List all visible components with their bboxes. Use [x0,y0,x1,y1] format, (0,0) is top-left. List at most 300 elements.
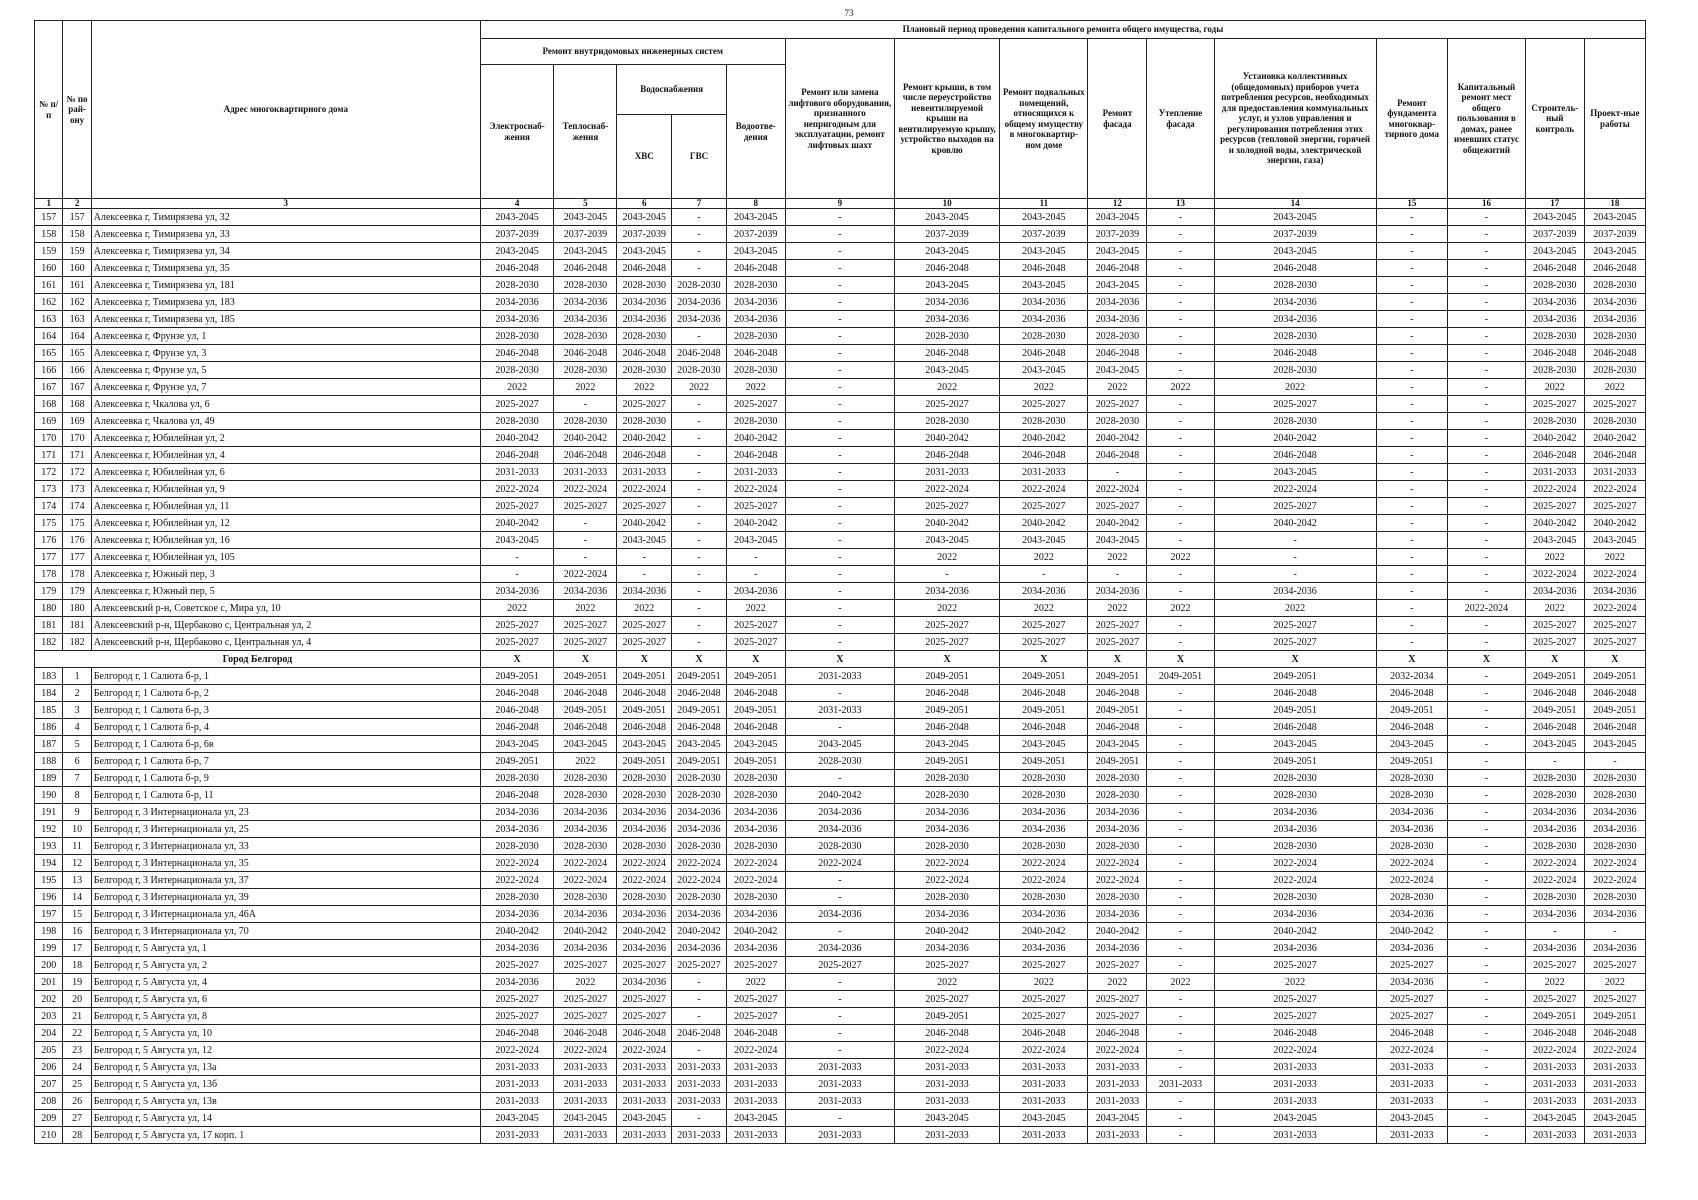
table-cell: 2028-2030 [1214,787,1376,804]
table-cell: - [1147,940,1214,957]
table-cell: - [1448,583,1526,600]
table-cell: 2031-2033 [617,1059,672,1076]
table-cell: 2025-2027 [1525,991,1584,1008]
table-cell: - [1448,1093,1526,1110]
table-cell: 2025-2027 [617,1008,672,1025]
table-cell: - [785,277,894,294]
table-cell: 2025-2027 [895,634,1000,651]
table-cell: 170 [63,430,91,447]
table-cell: 2049-2051 [480,753,554,770]
table-cell: 179 [63,583,91,600]
table-cell: 2040-2042 [1088,515,1147,532]
table-cell: 2025-2027 [1214,498,1376,515]
table-cell: 2040-2042 [1000,515,1088,532]
table-cell: 2028-2030 [480,838,554,855]
table-cell: 2028-2030 [1214,413,1376,430]
table-cell: - [785,923,894,940]
table-cell: 2028-2030 [554,413,617,430]
table-cell: - [785,311,894,328]
table-cell: 2028-2030 [617,787,672,804]
table-row [35,957,1646,974]
table-cell: 2025-2027 [480,617,554,634]
table-row [35,1008,1646,1025]
table-cell: - [1448,991,1526,1008]
table-cell: - [1147,702,1214,719]
table-cell: - [1448,770,1526,787]
table-cell: 2034-2036 [895,906,1000,923]
table-cell: 2025-2027 [726,396,785,413]
table-cell: 2043-2045 [1376,1110,1448,1127]
table-cell: - [785,600,894,617]
table-cell: 2028-2030 [554,889,617,906]
table-cell: 2028-2030 [554,277,617,294]
table-cell: 2022 [1088,974,1147,991]
table-row [35,889,1646,906]
table-cell: 2031-2033 [1376,1076,1448,1093]
table-cell: - [672,481,727,498]
section-cell: X [1214,651,1376,668]
table-cell: 2031-2033 [726,1127,785,1144]
table-row [35,430,1646,447]
table-cell: 182 [63,634,91,651]
table-cell: - [1448,736,1526,753]
address-cell: Белгород г, 3 Интернационала ул, 23 [91,804,480,821]
table-cell: 2046-2048 [672,1025,727,1042]
table-cell: 188 [35,753,63,770]
table-cell: - [1448,872,1526,889]
table-cell: 6 [63,753,91,770]
address-cell: Алексеевка г, Юбилейная ул, 4 [91,447,480,464]
table-cell: 2040-2042 [617,515,672,532]
table-cell: 2028-2030 [726,889,785,906]
table-cell: 2031-2033 [1088,1127,1147,1144]
table-cell: 2043-2045 [480,736,554,753]
table-cell: 2043-2045 [726,209,785,226]
table-cell: 2025-2027 [480,1008,554,1025]
table-cell: - [1448,243,1526,260]
table-cell: 2022 [554,379,617,396]
table-cell: 2022-2024 [480,855,554,872]
table-cell: - [1448,1110,1526,1127]
table-cell: 163 [63,311,91,328]
address-cell: Белгород г, 5 Августа ул, 17 корп. 1 [91,1127,480,1144]
table-cell: 2040-2042 [480,923,554,940]
table-cell: 2028-2030 [1584,328,1645,345]
table-cell: 2049-2051 [672,668,727,685]
table-cell: 2025-2027 [1214,957,1376,974]
table-cell: - [1147,753,1214,770]
table-row [35,277,1646,294]
header-cold-water: ХВС [617,115,672,199]
table-cell: - [1147,362,1214,379]
table-cell: 2034-2036 [785,906,894,923]
table-cell: 2031-2033 [1376,1127,1448,1144]
table-row [35,1042,1646,1059]
table-cell: 2034-2036 [554,583,617,600]
table-cell: 2022 [554,753,617,770]
table-cell: 2040-2042 [480,515,554,532]
table-row [35,719,1646,736]
table-cell: 2040-2042 [726,515,785,532]
table-cell: 173 [63,481,91,498]
table-row [35,260,1646,277]
table-cell: 2028-2030 [480,277,554,294]
section-cell: X [785,651,894,668]
table-cell: 2034-2036 [1000,311,1088,328]
table-cell: 2037-2039 [480,226,554,243]
table-cell: - [1147,1110,1214,1127]
table-cell: 2043-2045 [617,209,672,226]
table-cell: 2034-2036 [726,906,785,923]
table-cell: 177 [35,549,63,566]
table-cell: 2028-2030 [617,328,672,345]
table-cell: 200 [35,957,63,974]
address-cell: Алексеевка г, Тимирязева ул, 183 [91,294,480,311]
table-cell: 2046-2048 [672,719,727,736]
table-cell: 2046-2048 [895,260,1000,277]
table-cell: 2028-2030 [480,889,554,906]
table-cell: - [1147,821,1214,838]
table-cell: - [785,328,894,345]
table-cell: 24 [63,1059,91,1076]
table-cell: 2025-2027 [617,396,672,413]
table-cell: - [1147,787,1214,804]
table-cell: 13 [63,872,91,889]
table-cell: 2034-2036 [1088,583,1147,600]
table-cell: 2028-2030 [617,413,672,430]
table-cell: 2025-2027 [617,498,672,515]
table-cell: 2046-2048 [480,685,554,702]
table-row [35,532,1646,549]
table-cell: - [1376,294,1448,311]
table-cell: 2046-2048 [726,685,785,702]
table-cell: 2034-2036 [554,311,617,328]
table-cell: - [1448,889,1526,906]
address-cell: Алексеевка г, Юбилейная ул, 105 [91,549,480,566]
table-cell: 2043-2045 [1000,209,1088,226]
table-cell: 2049-2051 [1000,753,1088,770]
table-row [35,294,1646,311]
table-cell: 2022-2024 [1000,855,1088,872]
header-electricity: Электроснаб-жения [480,65,554,199]
column-number: 10 [895,199,1000,209]
table-cell: 2046-2048 [1525,1025,1584,1042]
table-cell: 2043-2045 [480,243,554,260]
table-cell: 2046-2048 [1214,685,1376,702]
table-cell: - [1448,498,1526,515]
column-number: 5 [554,199,617,209]
table-cell: 2046-2048 [480,345,554,362]
table-cell: 2034-2036 [1525,821,1584,838]
table-cell: 2025-2027 [672,957,727,974]
table-cell: 2043-2045 [1525,209,1584,226]
table-cell: 2040-2042 [1214,515,1376,532]
table-cell: - [785,1025,894,1042]
table-cell: 2025-2027 [617,957,672,974]
table-cell: 198 [35,923,63,940]
table-cell: 2022-2024 [785,855,894,872]
table-cell: 2046-2048 [480,702,554,719]
table-cell: 168 [35,396,63,413]
table-cell: 2046-2048 [1525,260,1584,277]
table-cell: - [1147,617,1214,634]
column-number: 18 [1584,199,1645,209]
table-cell: 2028-2030 [1584,277,1645,294]
table-cell: 25 [63,1076,91,1093]
table-cell: 2025-2027 [1000,1008,1088,1025]
table-cell: 164 [35,328,63,345]
table-cell: 2034-2036 [1088,940,1147,957]
table-cell: 2031-2033 [1584,1127,1645,1144]
table-cell: - [1000,566,1088,583]
table-cell: 2043-2045 [554,243,617,260]
table-cell: - [672,413,727,430]
table-cell: 2043-2045 [1525,532,1584,549]
table-cell: - [1147,464,1214,481]
table-cell: - [1448,515,1526,532]
table-cell: 2040-2042 [1376,923,1448,940]
table-cell: - [672,566,727,583]
table-cell: 172 [35,464,63,481]
table-cell: 2022-2024 [1214,1042,1376,1059]
table-cell: 2046-2048 [1214,1025,1376,1042]
header-district-number: № по рай-ону [63,21,91,199]
table-cell: 2025-2027 [554,957,617,974]
table-cell: 2028-2030 [617,838,672,855]
table-cell: 2025-2027 [1214,1008,1376,1025]
address-cell: Белгород г, 5 Августа ул, 8 [91,1008,480,1025]
table-cell: 2022 [1147,600,1214,617]
table-cell: 181 [63,617,91,634]
table-cell: - [1147,923,1214,940]
table-cell: 2043-2045 [480,532,554,549]
table-cell: 2034-2036 [1525,583,1584,600]
table-cell: 2022 [1147,974,1214,991]
table-cell: 2028-2030 [1525,413,1584,430]
table-cell: 205 [35,1042,63,1059]
table-cell: 2049-2051 [617,753,672,770]
table-cell: - [1376,634,1448,651]
table-cell: 183 [35,668,63,685]
table-cell: - [1376,549,1448,566]
table-cell: - [1147,991,1214,1008]
table-cell: 2049-2051 [726,702,785,719]
table-cell: 2043-2045 [1214,1110,1376,1127]
table-row [35,991,1646,1008]
table-cell: - [1376,498,1448,515]
section-cell: X [1088,651,1147,668]
address-cell: Алексеевский р-н, Советское с, Мира ул, 10 [91,600,480,617]
table-cell: 17 [63,940,91,957]
table-cell: - [1376,532,1448,549]
table-cell: 2034-2036 [1584,294,1645,311]
table-cell: 182 [35,634,63,651]
table-cell: 2031-2033 [1525,1093,1584,1110]
table-cell: 2025-2027 [895,396,1000,413]
section-cell: X [1584,651,1645,668]
address-cell: Алексеевка г, Фрунзе ул, 1 [91,328,480,345]
section-cell: X [1448,651,1526,668]
table-cell: - [672,634,727,651]
table-cell: 2034-2036 [554,294,617,311]
address-cell: Алексеевка г, Юбилейная ул, 9 [91,481,480,498]
table-cell: 2022-2024 [480,1042,554,1059]
table-cell: 2025-2027 [1584,617,1645,634]
table-cell: 2049-2051 [1376,753,1448,770]
table-cell: 2025-2027 [1000,634,1088,651]
address-cell: Белгород г, 5 Августа ул, 6 [91,991,480,1008]
table-cell: - [1147,515,1214,532]
table-cell: 2034-2036 [617,294,672,311]
table-cell: 3 [63,702,91,719]
table-cell: 2043-2045 [480,1110,554,1127]
table-cell: - [1147,277,1214,294]
table-cell: 174 [63,498,91,515]
table-cell: 178 [63,566,91,583]
table-cell: 2028-2030 [1214,889,1376,906]
address-cell: Белгород г, 1 Салюта б-р, 1 [91,668,480,685]
table-cell: 2022 [895,600,1000,617]
table-cell: 190 [35,787,63,804]
table-cell: - [785,396,894,413]
table-cell: 2025-2027 [726,1008,785,1025]
table-cell: 2022 [1214,600,1376,617]
table-cell: - [785,243,894,260]
table-cell: 2025-2027 [1376,991,1448,1008]
table-cell: 2043-2045 [895,209,1000,226]
table-cell: 2022-2024 [1525,481,1584,498]
table-cell: 2025-2027 [554,991,617,1008]
table-cell: - [672,260,727,277]
table-cell: - [672,617,727,634]
table-cell: 2025-2027 [1000,991,1088,1008]
table-cell: 2043-2045 [1088,532,1147,549]
table-cell: 2031-2033 [554,1093,617,1110]
table-cell: 2022-2024 [1525,566,1584,583]
table-cell: - [785,532,894,549]
table-cell: 187 [35,736,63,753]
table-cell: 2034-2036 [895,821,1000,838]
table-cell: 2034-2036 [1088,821,1147,838]
section-cell: X [1376,651,1448,668]
table-cell: 2046-2048 [1584,447,1645,464]
table-cell: 180 [63,600,91,617]
table-cell: 2025-2027 [1088,957,1147,974]
section-title: Город Белгород [35,651,481,668]
table-cell: 2028-2030 [726,413,785,430]
table-cell: 2031-2033 [785,668,894,685]
column-number: 13 [1147,199,1214,209]
table-row [35,566,1646,583]
table-row [35,311,1646,328]
table-cell: 2046-2048 [1000,685,1088,702]
table-cell: 185 [35,702,63,719]
table-cell: - [1376,379,1448,396]
column-number: 3 [91,199,480,209]
table-cell: 2034-2036 [672,906,727,923]
table-cell: 2028-2030 [726,787,785,804]
table-cell: 2040-2042 [554,430,617,447]
table-cell: 2046-2048 [1214,719,1376,736]
table-cell: - [1448,787,1526,804]
table-cell: - [1448,1008,1526,1025]
table-row [35,821,1646,838]
table-row [35,855,1646,872]
table-cell: 2022-2024 [554,872,617,889]
table-cell: 2028-2030 [617,362,672,379]
table-cell: - [785,413,894,430]
table-cell: 2031-2033 [480,1059,554,1076]
table-cell: 2022-2024 [1584,855,1645,872]
table-cell: 2028-2030 [617,277,672,294]
table-cell: 2046-2048 [1584,1025,1645,1042]
table-cell: 2034-2036 [554,906,617,923]
table-cell: 2046-2048 [480,1025,554,1042]
table-cell: 2046-2048 [1584,260,1645,277]
table-cell: - [1376,430,1448,447]
table-cell: 2040-2042 [1214,923,1376,940]
table-cell: - [1448,277,1526,294]
table-cell: - [785,464,894,481]
address-cell: Алексеевка г, Чкалова ул, 49 [91,413,480,430]
address-cell: Белгород г, 5 Августа ул, 14 [91,1110,480,1127]
address-cell: Белгород г, 1 Салюта б-р, 11 [91,787,480,804]
table-cell: 2049-2051 [672,702,727,719]
table-cell: - [1448,838,1526,855]
table-cell: 2022-2024 [554,855,617,872]
table-cell: - [1376,328,1448,345]
table-cell: - [1147,396,1214,413]
table-cell: 2028-2030 [480,362,554,379]
table-cell: 2022-2024 [726,481,785,498]
table-cell: 2022-2024 [617,872,672,889]
table-cell: - [480,566,554,583]
table-cell: 2 [63,685,91,702]
table-cell: 2028-2030 [617,889,672,906]
table-cell: 2034-2036 [1088,294,1147,311]
table-cell: 2025-2027 [1214,617,1376,634]
table-cell: - [672,583,727,600]
table-cell: 2040-2042 [1584,430,1645,447]
table-cell: - [785,770,894,787]
table-cell: 2037-2039 [1000,226,1088,243]
table-cell: 2034-2036 [726,821,785,838]
table-cell: 2022-2024 [1214,855,1376,872]
table-cell: 2031-2033 [1525,1127,1584,1144]
table-row [35,770,1646,787]
table-cell: 2043-2045 [1584,243,1645,260]
table-cell: 2034-2036 [785,940,894,957]
table-cell: 2022 [1584,974,1645,991]
table-cell: 177 [63,549,91,566]
table-cell: 2022 [1584,549,1645,566]
table-cell: 162 [63,294,91,311]
table-cell: 2028-2030 [480,770,554,787]
table-cell: 203 [35,1008,63,1025]
table-cell: - [1448,362,1526,379]
table-row [35,209,1646,226]
table-cell: 2034-2036 [726,804,785,821]
table-cell: 2034-2036 [480,940,554,957]
table-cell: - [672,1008,727,1025]
table-cell: 2022 [1525,379,1584,396]
table-cell: 2022-2024 [1376,872,1448,889]
table-cell: 2022-2024 [1214,872,1376,889]
table-cell: 1 [63,668,91,685]
table-cell: - [1584,923,1645,940]
table-cell: 2031-2033 [1000,1093,1088,1110]
table-cell: 2043-2045 [1088,209,1147,226]
